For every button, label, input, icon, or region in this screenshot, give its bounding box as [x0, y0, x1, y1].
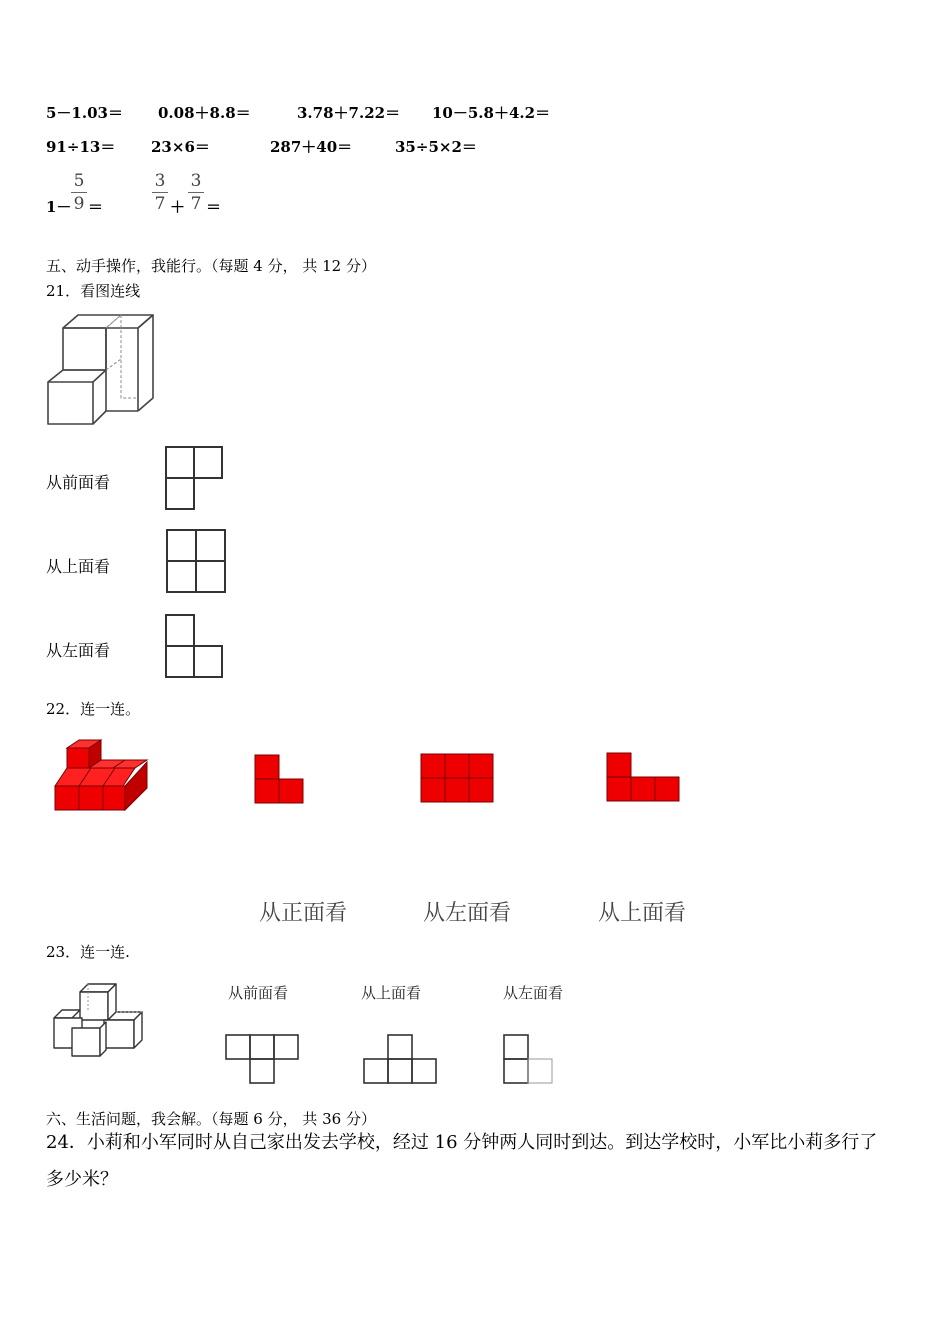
denominator: 9 — [73, 194, 85, 214]
equation-1: 5－1.03＝ — [46, 104, 123, 122]
q23-view-label-left: 从左面看 — [503, 984, 564, 1002]
equation-7: 287＋40＝ — [270, 138, 353, 156]
fraction-eq1-equals: ＝ — [88, 198, 104, 216]
q23-view-label-top: 从上面看 — [361, 984, 422, 1002]
denominator: 7 — [154, 194, 166, 214]
q22-view-option-1 — [254, 754, 304, 804]
equation-3: 3.78＋7.22＝ — [297, 104, 401, 122]
q23-view-top — [363, 1034, 439, 1086]
q24-text-line1: 24．小莉和小军同时从自己家出发去学校，经过 16 分钟两人同时到达。到达学校时，小军比小莉多行了 — [46, 1132, 878, 1153]
fraction-3-7-b — [188, 170, 204, 215]
q22-view-option-3 — [606, 752, 680, 802]
q23-title: 23．连一连. — [46, 943, 130, 961]
section5-title: 五、动手操作，我能行。（每题 4 分， 共 12 分） — [46, 257, 376, 275]
q22-view-option-2 — [420, 753, 494, 803]
q21-title: 21．看图连线 — [46, 282, 141, 300]
q22-view-label-top: 从上面看 — [598, 901, 687, 926]
q22-red-cube-figure — [53, 740, 149, 812]
equation-4: 10－5.8＋4.2＝ — [432, 104, 551, 122]
equation-6: 23×6＝ — [151, 138, 210, 156]
q22-view-label-left: 从左面看 — [423, 901, 512, 926]
q24-text-line2: 多少米？ — [46, 1169, 118, 1190]
numerator: 3 — [190, 171, 202, 191]
numerator: 3 — [154, 171, 166, 191]
q22-view-label-front: 从正面看 — [259, 901, 348, 926]
equation-8: 35÷5×2＝ — [395, 138, 477, 156]
q21-view-front — [165, 446, 223, 510]
q21-label-front: 从前面看 — [46, 473, 111, 492]
q21-label-top: 从上面看 — [46, 557, 111, 576]
denominator: 7 — [190, 194, 202, 214]
numerator: 5 — [73, 171, 85, 191]
equation-2: 0.08＋8.8＝ — [158, 104, 251, 122]
q21-cube-figure — [46, 312, 156, 430]
q21-view-top — [166, 529, 226, 593]
fraction-eq1-prefix: 1－ — [46, 198, 72, 216]
q23-cube-figure — [50, 980, 148, 1060]
fraction-5-9 — [71, 170, 87, 215]
section6-title: 六、生活问题，我会解。（每题 6 分， 共 36 分） — [46, 1110, 376, 1128]
fraction-3-7-a — [152, 170, 168, 215]
q22-title: 22．连一连。 — [46, 700, 141, 718]
equation-5: 91÷13＝ — [46, 138, 116, 156]
plus-sign: ＋ — [170, 198, 186, 216]
q21-view-left — [165, 614, 223, 678]
q21-label-left: 从左面看 — [46, 641, 111, 660]
q23-view-label-front: 从前面看 — [228, 984, 289, 1002]
q23-view-left — [503, 1034, 555, 1086]
fraction-eq2-equals: ＝ — [206, 198, 222, 216]
q23-view-front — [225, 1034, 301, 1086]
